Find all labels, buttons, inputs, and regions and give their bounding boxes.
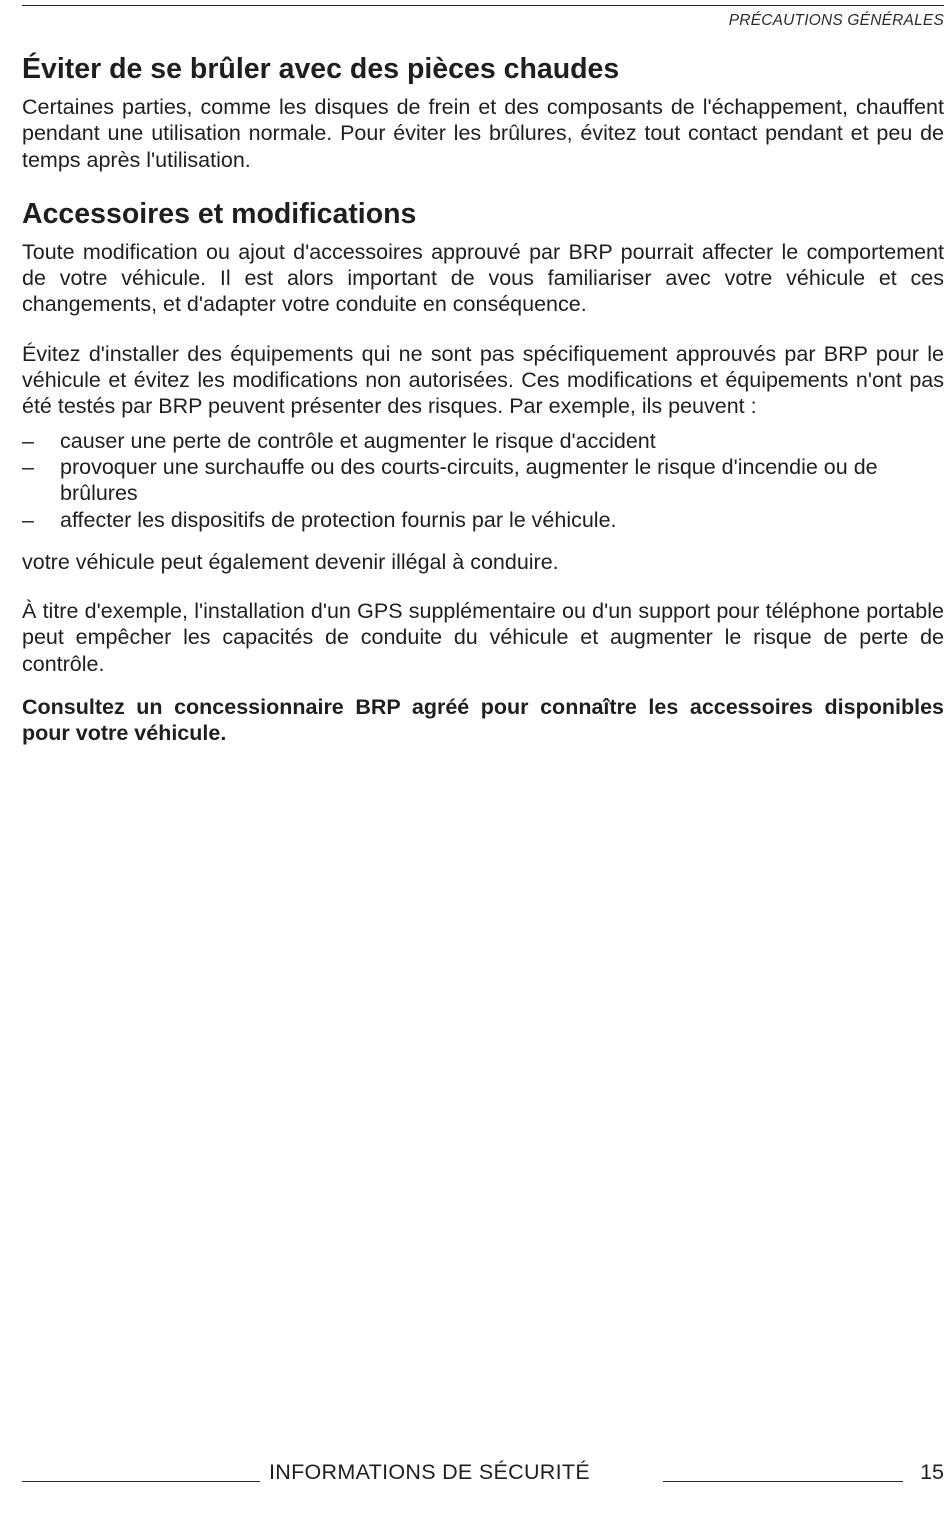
section-title-accessories: Accessoires et modifications [22,197,417,230]
footer-rule-right [663,1481,903,1482]
accessories-paragraph-1: Toute modification ou ajout d'accessoires approuvé par BRP pourrait affecter le comportement de votre véhicule. Il est alors important de vous familiariser avec votre véhicule et ces changements, et d'adapter votre conduite en conséquence. [22,239,944,317]
list-item [22,428,944,454]
page-footer [22,1460,944,1488]
page-content [22,52,944,747]
list-item [22,507,944,533]
header-rule [22,5,944,6]
accessories-paragraph-3: votre véhicule peut également devenir illégal à conduire. [22,549,559,574]
burns-paragraph: Certaines parties, comme les disques de frein et des composants de l'échappement, chauffent pendant une utilisation normale. Pour éviter les brûlures, évitez tout contact pendant et peu de temps après l'utilisation. [22,95,944,172]
risk-list [22,428,944,533]
page-number: 15 [920,1460,944,1484]
section-title-burns: Éviter de se brûler avec des pièces chaudes [22,53,620,85]
list-item [22,454,944,507]
list-item-text: provoquer une surchauffe ou des courts-circuits, augmenter le risque d'incendie ou de brûlures [60,454,878,506]
dealer-notice: Consultez un concessionnaire BRP agréé pour connaître les accessoires disponibles pour votre véhicule. [22,695,944,746]
accessories-paragraph-2: Évitez d'installer des équipements qui ne sont pas spécifiquement approuvés par BRP pour le véhicule et évitez les modifications non autorisées. Ces modifications et équipements n'ont pas été testés par BRP peuvent présenter des risques. Par exemple, ils peuvent : [22,341,944,419]
dash-marker: – [22,454,34,479]
running-header: PRÉCAUTIONS GÉNÉRALES [728,12,944,29]
list-item-text: affecter les dispositifs de protection fournis par le véhicule. [60,507,617,532]
dash-marker: – [22,428,34,453]
dash-marker: – [22,507,34,532]
footer-title: INFORMATIONS DE SÉCURITÉ [269,1460,590,1484]
footer-rule-left [22,1481,260,1482]
list-item-text: causer une perte de contrôle et augmenter le risque d'accident [60,428,656,453]
accessories-paragraph-4: À titre d'exemple, l'installation d'un GPS supplémentaire ou d'un support pour téléphone portable peut empêcher les capacités de conduite du véhicule et augmenter le risque de perte de contrôle. [22,599,944,676]
